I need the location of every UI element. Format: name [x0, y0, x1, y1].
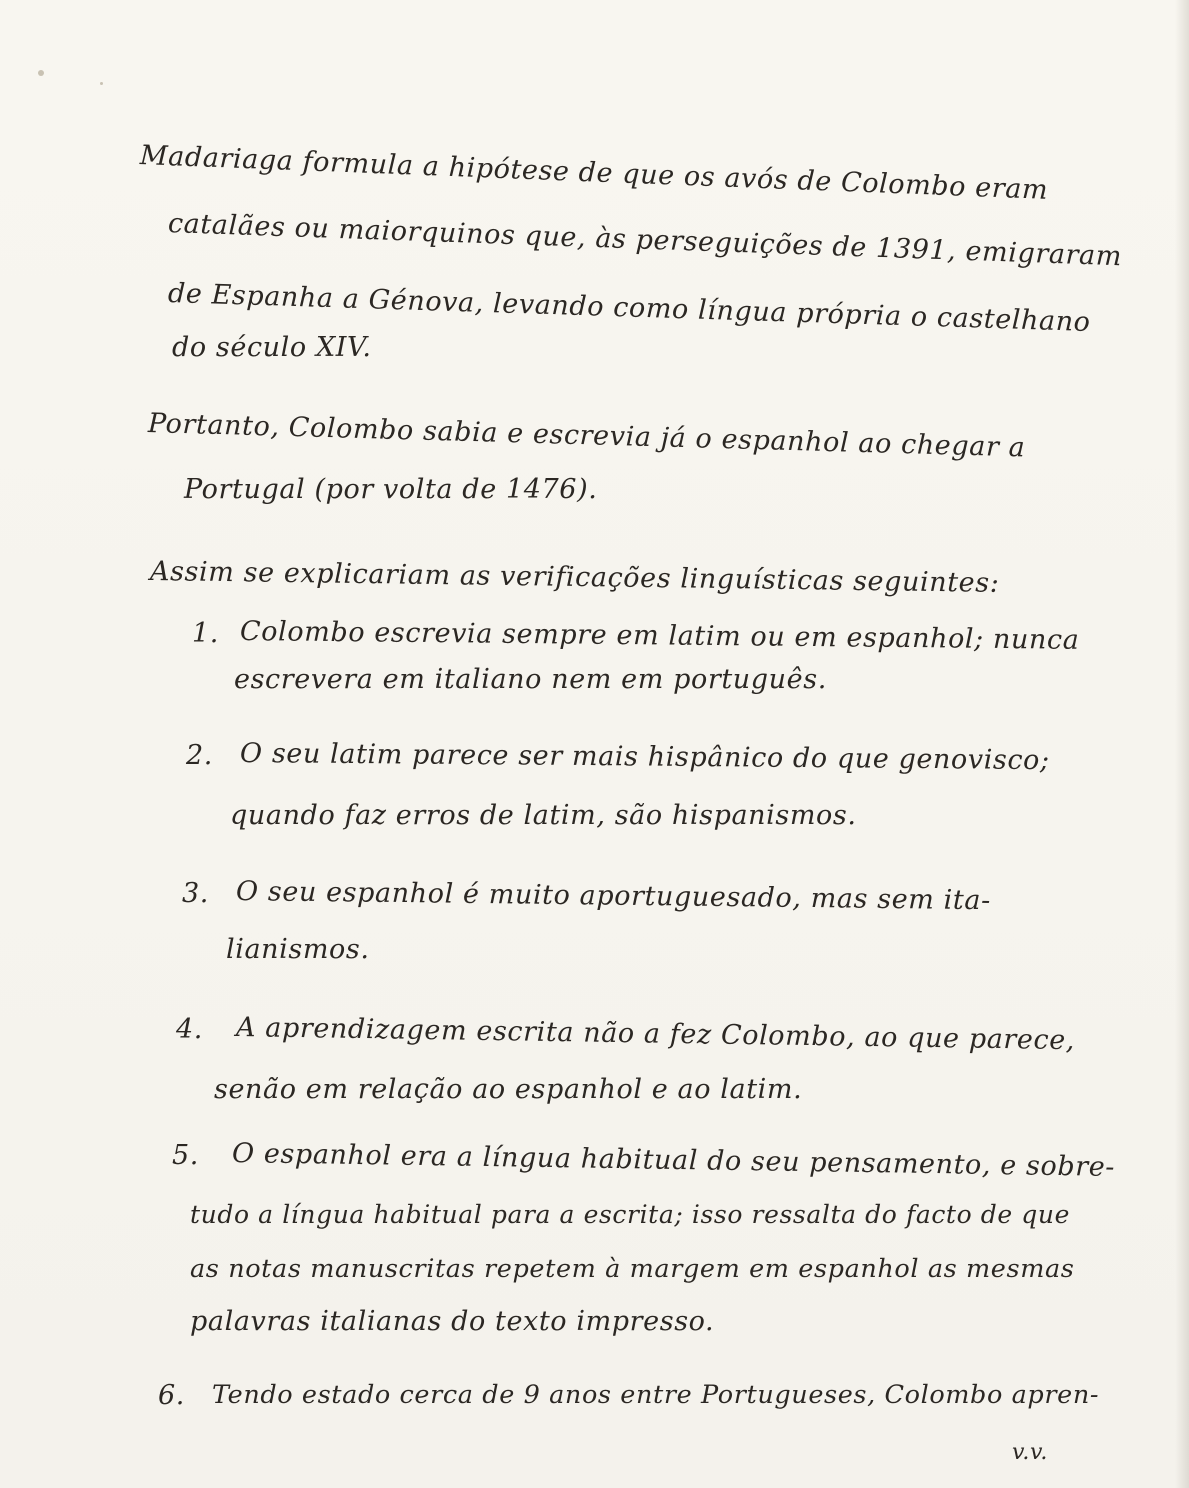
item-4-line-2: senão em relação ao espanhol e ao latim. [214, 1074, 803, 1105]
paragraph-1-line-3: de Espanha a Génova, levando como língua própria o castelhano [167, 278, 1092, 338]
paragraph-1-line-4: do século XIV. [172, 332, 372, 363]
item-6-line-1: Tendo estado cerca de 9 anos entre Portugueses, Colombo apren- [212, 1380, 1100, 1410]
verso-mark: v.v. [1012, 1440, 1049, 1465]
item-6-number: 6. [158, 1380, 185, 1411]
item-1-line-2: escrevera em italiano nem em português. [234, 664, 827, 695]
item-3-line-2: lianismos. [226, 934, 370, 965]
item-2-number: 2. [186, 740, 213, 771]
item-2-line-1: O seu latim parece ser mais hispânico do que genovisco; [239, 738, 1050, 777]
paragraph-1-line-1: Madariaga formula a hipótese de que os avós de Colombo eram [139, 140, 1049, 206]
item-4-number: 4. [176, 1014, 203, 1045]
paper-speck [38, 70, 44, 76]
item-5-line-3: as notas manuscritas repetem à margem em espanhol as mesmas [190, 1254, 1075, 1284]
page-edge-shadow [1175, 0, 1189, 1488]
item-3-number: 3. [182, 878, 209, 909]
item-4-line-1: A aprendizagem escrita não a fez Colombo, ao que parece, [235, 1012, 1076, 1057]
item-5-line-2: tudo a língua habitual para a escrita; isso ressalta do facto de que [190, 1200, 1071, 1229]
item-5-line-1: O espanhol era a língua habitual do seu pensamento, e sobre- [231, 1138, 1116, 1183]
item-1-line-1: Colombo escrevia sempre em latim ou em espanhol; nunca [239, 616, 1080, 656]
item-1-number: 1. [192, 618, 219, 649]
paragraph-1-line-2: catalães ou maiorquinos que, às perseguições de 1391, emigraram [167, 208, 1123, 273]
item-3-line-1: O seu espanhol é muito aportuguesado, mas sem ita- [235, 876, 991, 917]
item-5-number: 5. [172, 1140, 199, 1171]
item-2-line-2: quando faz erros de latim, são hispanismos. [230, 800, 857, 831]
paragraph-2-line-2: Portugal (por volta de 1476). [184, 474, 598, 505]
paper-speck [100, 82, 103, 85]
list-intro: Assim se explicariam as verificações linguísticas seguintes: [149, 556, 1000, 599]
item-5-line-4: palavras italianas do texto impresso. [190, 1306, 715, 1337]
paragraph-2-line-1: Portanto, Colombo sabia e escrevia já o espanhol ao chegar a [147, 408, 1026, 464]
